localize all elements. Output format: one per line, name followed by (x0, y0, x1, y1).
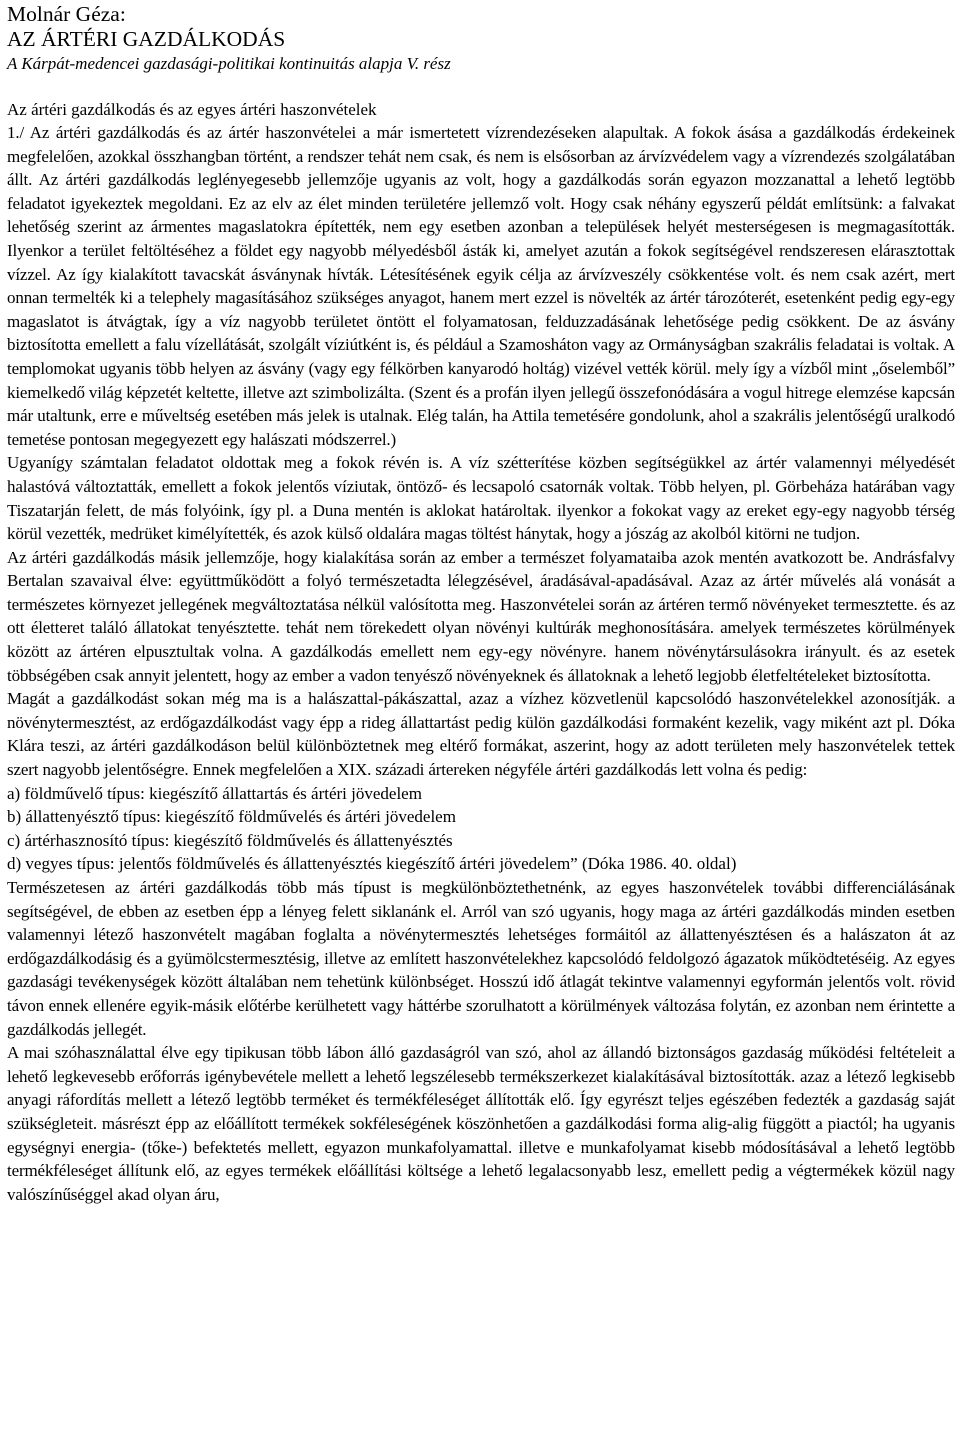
paragraph-4: Magát a gazdálkodást sokan még ma is a halászattal-pákászattal, azaz a vízhez közvetlenül kapcsolódó haszonvételekkel azonosítják. a növénytermesztést, az erdőgazdálkodást vagy épp a rideg állattartást pedig külön gazdálkodási formaként kezelik, vagy miként azt pl. Dóka Klára teszi, az ártéri gazdálkodáson belül különböztetnek meg eltérő formákat, aszerint, hogy az adott területen mely haszonvételek tettek szert nagyobb jelentőségre. Ennek megfelelően a XIX. századi ártereken négyféle ártéri gazdálkodás lett volna és pedig: (7, 689, 955, 780)
list-item-b: b) állattenyésztő típus: kiegészítő földművelés és ártéri jövedelem (7, 807, 456, 827)
body-text-continued (7, 876, 955, 1206)
list-item-a: a) földművelő típus: kiegészítő állattartás és ártéri jövedelem (7, 783, 422, 803)
spacer (7, 75, 955, 98)
paragraph-6: A mai szóhasználattal élve egy tipikusan több lábon álló gazdaságról van szó, ahol az állandó biztonságos gazdaság működési feltételeit a lehető legkevesebb erőforrás igénybevétele mellett a lehető legszélesebb termékszerkezet kialakításával biztosították. azaz a létező legkisebb anyagi ráfordítás mellett a létező legtöbb terméket és termékféleséget állították elő. Így egyrészt teljes egészében fedezték a gazdaság saját szükségleteit. másrészt épp az előállított termékek sokféleségének köszönhetően a gazdálkodási forma alig-alig függött a piactól; ha ugyanis egységnyi energia- (tőke-) befektetés mellett, egyazon munkafolyamattal. illetve e munkafolyamat kisebb módosításával a lehető legtöbb termékféleséget állítunk elő, az egyes termékek előállítási költsége a lehető legalacsonyabb lesz, emellett pedig a végtermékek közül nagy valószínűséggel akad olyan áru, (7, 1043, 955, 1204)
section-title: Az ártéri gazdálkodás és az egyes ártéri haszonvételek (7, 100, 377, 119)
paragraph-1: 1./ Az ártéri gazdálkodás és az ártér haszonvételei a már ismertetett vízrendezéseken alapultak. A fokok ásása a gazdálkodás érdekeinek megfelelően, azokkal összhangban történt, a rendszer tehát nem csak, és nem is elsősorban az árvízvédelem vagy a vízrendezés szolgálatában állt. Az ártéri gazdálkodás leglényegesebb jellemzője ugyanis az volt, hogy a gazdálkodás során egyazon mozzanattal a lehető legtöbb feladatot igyekeztek megoldani. Ez az elv az élet minden területére jellemző volt. Hogy csak néhány egyszerű példát említsünk: a falvakat lehetőség szerint az ármentes magaslatokra építették, nem egy esetben azonban a települések helyét mesterségesen is megmagasították. Ilyenkor a terület feltöltéséhez a földet egy nagyobb mélyedésből ásták ki, amelyet azután a fokok segítségével rendszeresen elárasztottak vízzel. Az így kialakított tavacskát ásványnak hívták. Létesítésének egyik célja az árvízveszély csökkentése volt. és nem csak azért, mert onnan termelték ki a telephely magasításához szükséges anyagot, hanem mert ezzel is növelték az ártér tározóterét, esetenként pedig egy-egy magaslatot is átvágtak, így a víz nagyobb területet öntött el folyamatosan, felduzzadásának lehetősége pedig csökkent. De az ásvány biztosította emellett a falu vízellátását, szolgált víziútként is, és például a Szamosháton vagy az Ormányságban szakrális feladatai is voltak. A templomokat ugyanis több helyen az ásvány (vagy egy félkörben kanyarodó holtág) vizével vették körül. mely így a vízből mint „őselemből” kiemelkedő világ képzetét keltette, illetve azt szimbolizálta. (Szent és a profán ilyen jellegű összefonódására a vogul hitrege elemzése kapcsán már utaltunk, erre e műveltség esetében más jelek is utalnak. Elég talán, ha Attila temetésére gondolunk, ahol a szakrális jelentőségű uralkodó temetése pontosan megegyezett egy halászati módszerrel.) (7, 123, 955, 449)
list-item-d: d) vegyes típus: jelentős földművelés és állattenyésztés kiegészítő ártéri jövedelem” (Dóka 1986. 40. oldal) (7, 854, 737, 874)
document-page (7, 2, 955, 1206)
paragraph-2: Ugyanígy számtalan feladatot oldottak meg a fokok révén is. A víz szétterítése közben segítségükkel az ártér valamennyi mélyedését halastóvá változtatták, emellett a fokok jelentős víziutak, öntöző- és lecsapoló csatornák voltak. Több helyen, pl. Görbeháza határában vagy Tiszatarján felett, de más folyóink, így pl. a Duna mentén is aklokat határoltak. ilyenkor a fokokat vagy az ereket egy-egy nagyobb térség körül vezették, medrüket kimélyítették, és azok külső oldalára magas töltést hánytak, hogy a jószág az akolból kitörni ne tudjon. (7, 453, 955, 544)
list-item-c: c) ártérhasznosító típus: kiegészítő földművelés és állattenyésztés (7, 830, 453, 850)
type-list (7, 782, 955, 876)
paragraph-5: Természetesen az ártéri gazdálkodás több más típust is megkülönböztethetnénk, az egyes haszonvételek további differenciálásának segítségével, de ebben az esetben épp a lényeg felett siklanánk el. Arról van szó ugyanis, hogy maga az ártéri gazdálkodás minden esetben valamennyi létező haszonvételt magában foglalta a növénytermesztés lehetséges formáitól az állattenyésztésen és a halászaton át az erdőgazdálkodásig és a gyümölcstermesztésig, illetve az említett haszonvételekhez kapcsolódó feldolgozó ágazatok működtetéséig. Az egyes gazdasági tevékenységek között általában nem tehetünk különbséget. Hosszú idő átlagát tekintve valamennyi egyformán jelentős volt. rövid távon ennek ellenére egyik-másik előtérbe kerülhetett vagy háttérbe szorulhatott a körülmények változása folytán, ez azonban nem érintette a gazdálkodás jellegét. (7, 878, 955, 1039)
article-subtitle: A Kárpát-medencei gazdasági-politikai kontinuitás alapja V. rész (7, 54, 451, 73)
author-name: Molnár Géza: (7, 2, 126, 26)
paragraph-3: Az ártéri gazdálkodás másik jellemzője, hogy kialakítása során az ember a természet folyamataiba azok mentén avatkozott be. Andrásfalvy Bertalan szavaival élve: együttműködött a folyó természetadta lélegzésével, áradásával-apadásával. Azaz az ártér művelés alá vonását a természetes környezet jellegének megváltoztatása nélkül valósította meg. Haszonvételei során az ártéren termő növényeket termesztette. és az ott életteret találó állatokat tenyésztette. tehát nem törekedett olyan növényi kultúrák meghonosítására. amelyek természetes körülmények között az ártéren elpusztultak volna. A gazdálkodás emellett nem egy-egy növényre. hanem növénytársulásokra irányult. és az esetek többségében csak annyit jelentett, hogy az ember a vadon tenyésző növényeknek és állatoknak a lehető legjobb életfeltételeket biztosította. (7, 547, 955, 685)
body-text (7, 121, 955, 782)
article-title: AZ ÁRTÉRI GAZDÁLKODÁS (7, 27, 286, 51)
